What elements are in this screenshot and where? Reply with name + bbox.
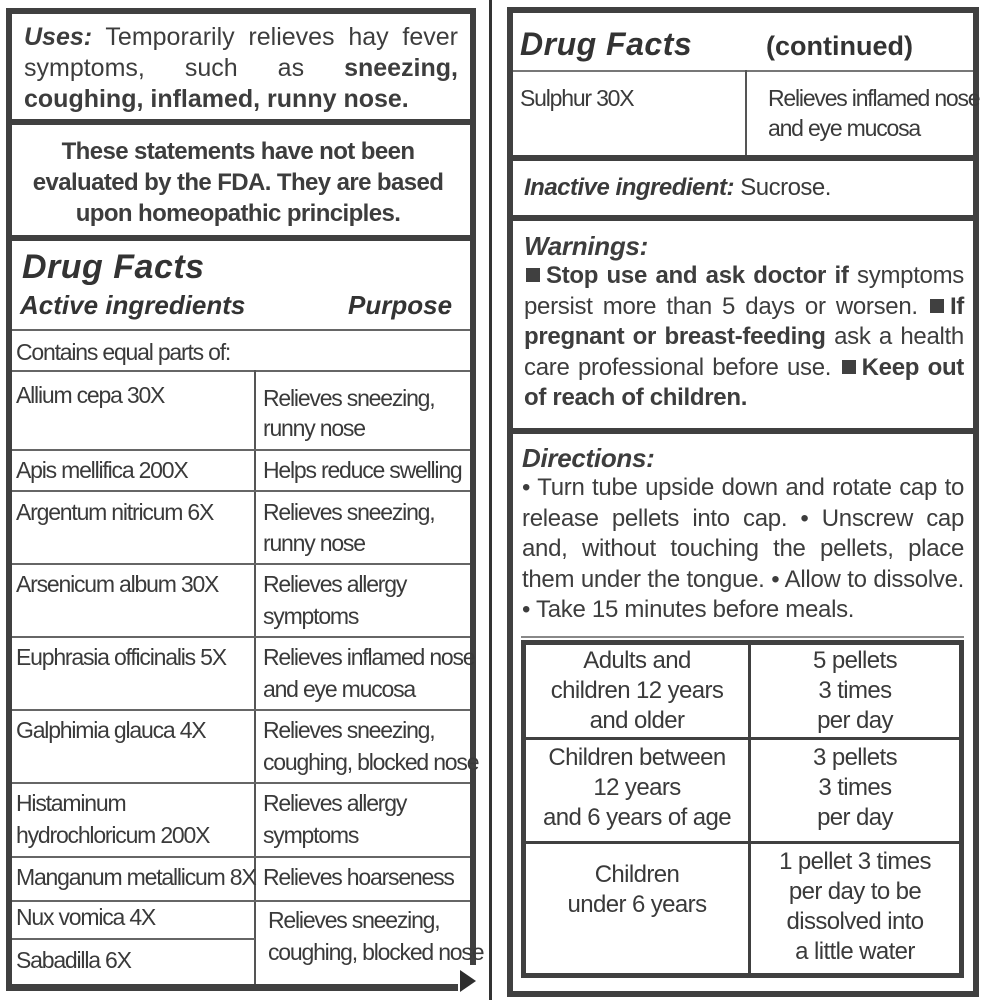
purpose-cell: Relieves inflamed nose [768,85,980,111]
divider [513,155,973,161]
age-group-cell [526,646,748,736]
warnings-section [524,231,964,414]
purpose-cell: Relieves sneezing, [263,499,435,525]
purpose-cell: and eye mucosa [768,115,920,141]
row-divider [12,938,255,940]
dose-line: dissolved into [786,908,924,935]
purpose-cell: Relieves hoarseness [263,864,454,890]
divider [12,329,470,331]
divider [6,235,476,241]
drug-facts-continued-title: Drug Facts [520,26,693,62]
age-group-line: Children between [548,744,726,771]
purpose-cell: symptoms [263,822,359,848]
purpose-cell: coughing, blocked nose [263,749,479,775]
arrow-right-icon [460,970,476,992]
active-ingredients-header: Active ingredients [20,290,246,320]
dose-line: 1 pellet 3 times [779,848,931,875]
purpose-cell: Relieves inflamed nose [263,644,475,670]
purpose-cell: Relieves allergy [263,571,407,597]
dose-cell [751,743,959,833]
age-group-line: 12 years [593,774,681,801]
age-group-cell [526,860,748,920]
dose-line: 3 pellets [813,744,897,771]
warning-bold: Keep out of reach of children. [524,353,964,411]
directions-text: • Turn tube upside down and rotate cap to release pellets into cap. • Unscrew cap and, without touching the pellets, place them under the tongue. • Allow to dissolve. • Take 15 minutes before meals. [522,474,964,623]
row-divider [12,709,470,711]
directions-label: Directions: [522,443,655,473]
purpose-header: Purpose [348,290,453,320]
divider [6,119,476,125]
left-panel-frame [6,8,12,991]
uses-text: Temporarily relieves hay fever symptoms, such as [24,23,458,82]
ingredient-cell: Apis mellifica 200X [16,457,188,483]
purpose-cell: Helps reduce swelling [263,457,462,483]
fda-statement: These statements have not been evaluated by the FDA. They are based upon homeopathic principles. [32,138,444,227]
row-divider [12,490,470,492]
row-divider [521,841,964,844]
age-group-line: children 12 years [550,677,724,704]
age-group-line: Children [594,861,680,888]
purpose-cell: Relieves allergy [263,790,407,816]
warning-text: ask a health care professional before use. [524,323,964,381]
dose-line: per day [817,707,893,734]
divider [513,428,973,434]
column-divider [745,70,747,157]
age-group-cell [526,743,748,833]
bullet-square-icon [930,299,944,313]
drug-facts-title: Drug Facts [22,248,205,286]
purpose-cell: coughing, blocked nose [268,939,484,965]
contains-note: Contains equal parts of: [16,339,231,365]
ingredient-cell: Sabadilla 6X [16,947,131,973]
uses-symptoms: sneezing, coughing, inflamed, runny nose. [24,54,458,113]
ingredient-cell: Manganum metallicum 8X [16,864,256,890]
inactive-ingredient [524,174,831,202]
purpose-cell: Relieves sneezing, [263,385,435,411]
dose-cell [751,847,959,967]
warnings-label: Warnings: [524,231,648,261]
bullet-square-icon [526,268,540,282]
dose-line: a little water [795,938,915,965]
ingredient-cell: Galphimia glauca 4X [16,717,206,743]
bullet-square-icon [842,360,856,374]
age-group-line: Adults and [583,647,691,674]
purpose-cell: and eye mucosa [263,676,415,702]
age-group-line: under 6 years [567,891,707,918]
ingredient-cell: Euphrasia officinalis 5X [16,644,226,670]
uses-label: Uses: [24,23,93,51]
row-divider [12,449,470,451]
warning-bold: If pregnant or breast-feeding [524,292,964,350]
purpose-cell: runny nose [263,415,365,441]
row-divider [12,782,470,784]
inactive-label: Inactive ingredient: [524,174,735,201]
panel-divider [489,0,492,1000]
ingredient-cell: Allium cepa 30X [16,382,165,408]
ingredient-cell: hydrochloricum 200X [16,822,210,848]
divider [513,215,973,221]
ingredient-cell: Histaminum [16,790,126,816]
purpose-cell: symptoms [263,603,359,629]
row-divider [521,737,964,740]
warning-text: symptoms persist more than 5 days or worsen. [524,262,964,320]
ingredient-cell: Nux vomica 4X [16,904,156,930]
purpose-cell: Relieves sneezing, [268,907,440,933]
dose-line: 3 times [818,774,892,801]
inactive-value: Sucrose. [740,174,831,201]
warning-bold: Stop use and ask doctor if [546,262,849,289]
row-divider [12,856,470,858]
left-panel-top-border [6,8,476,14]
directions-section [522,443,964,626]
left-panel-bottom-border [6,984,458,991]
divider [513,70,973,72]
divider [12,370,470,372]
dose-line: per day [817,804,893,831]
row-divider [12,636,470,638]
age-group-line: and 6 years of age [542,804,731,831]
age-group-line: and older [589,707,685,734]
purpose-cell: Relieves sneezing, [263,717,435,743]
left-panel-right-border [470,8,476,965]
purpose-cell: runny nose [263,530,365,556]
row-divider [12,563,470,565]
dose-line: 3 times [818,677,892,704]
divider [521,636,964,638]
uses-section [24,22,458,115]
ingredient-cell: Argentum nitricum 6X [16,499,214,525]
dose-line: per day to be [788,878,922,905]
ingredient-cell: Arsenicum album 30X [16,571,219,597]
ingredient-cell: Sulphur 30X [520,85,634,111]
dose-line: 5 pellets [813,647,897,674]
dose-cell [751,646,959,736]
continued-label: (continued) [766,31,913,61]
